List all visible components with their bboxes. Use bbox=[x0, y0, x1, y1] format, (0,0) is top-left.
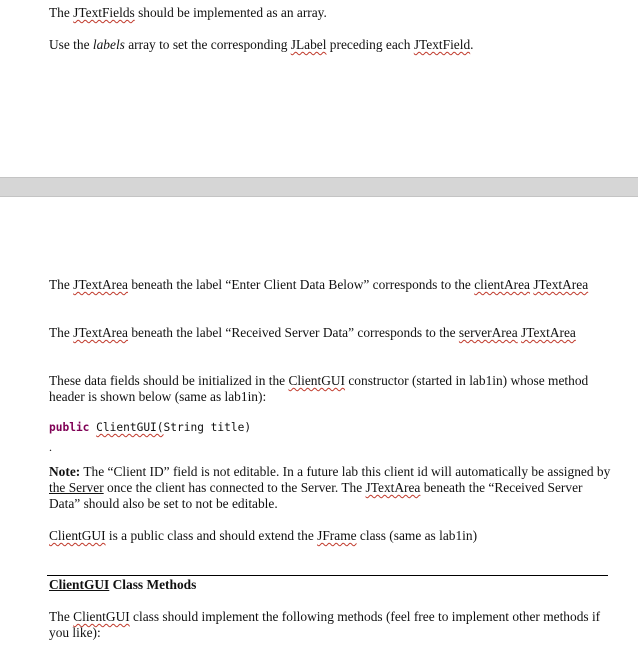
paragraph-jtextfields-array: The JTextFields should be implemented as an array. bbox=[49, 5, 327, 20]
paragraph-server-area: The JTextArea beneath the label “Received Server Data” corresponds to the serverArea JTextArea bbox=[49, 325, 576, 340]
section-rule bbox=[47, 575, 608, 576]
heading-class-methods: ClientGUI Class Methods bbox=[49, 577, 197, 592]
paragraph-constructor: These data fields should be initialized in the ClientGUI constructor (started in lab1in) whose method header is shown below (same as lab1in): bbox=[49, 373, 589, 404]
code-constructor-header: public ClientGUI(String title) bbox=[49, 421, 252, 434]
paragraph-labels-array: Use the labels array to set the corresponding JLabel preceding each JTextField. bbox=[49, 37, 474, 52]
paragraph-clientgui-class: ClientGUI is a public class and should extend the JFrame class (same as lab1in) bbox=[49, 528, 478, 543]
paragraph-note: Note: The “Client ID” field is not editable. In a future lab this client id will automatically be assigned by the Server once the client has connected to the Server. The JTextArea beneath the “Received Server Data” should also be set to not be editable. bbox=[49, 464, 611, 511]
page-break-gap bbox=[0, 177, 638, 197]
paragraph-methods: The ClientGUI class should implement the following methods (feel free to implement other methods if you like): bbox=[49, 609, 601, 640]
stray-bullet: . bbox=[49, 440, 52, 454]
paragraph-client-area: The JTextArea beneath the label “Enter Client Data Below” corresponds to the clientArea JTextArea bbox=[49, 277, 589, 292]
